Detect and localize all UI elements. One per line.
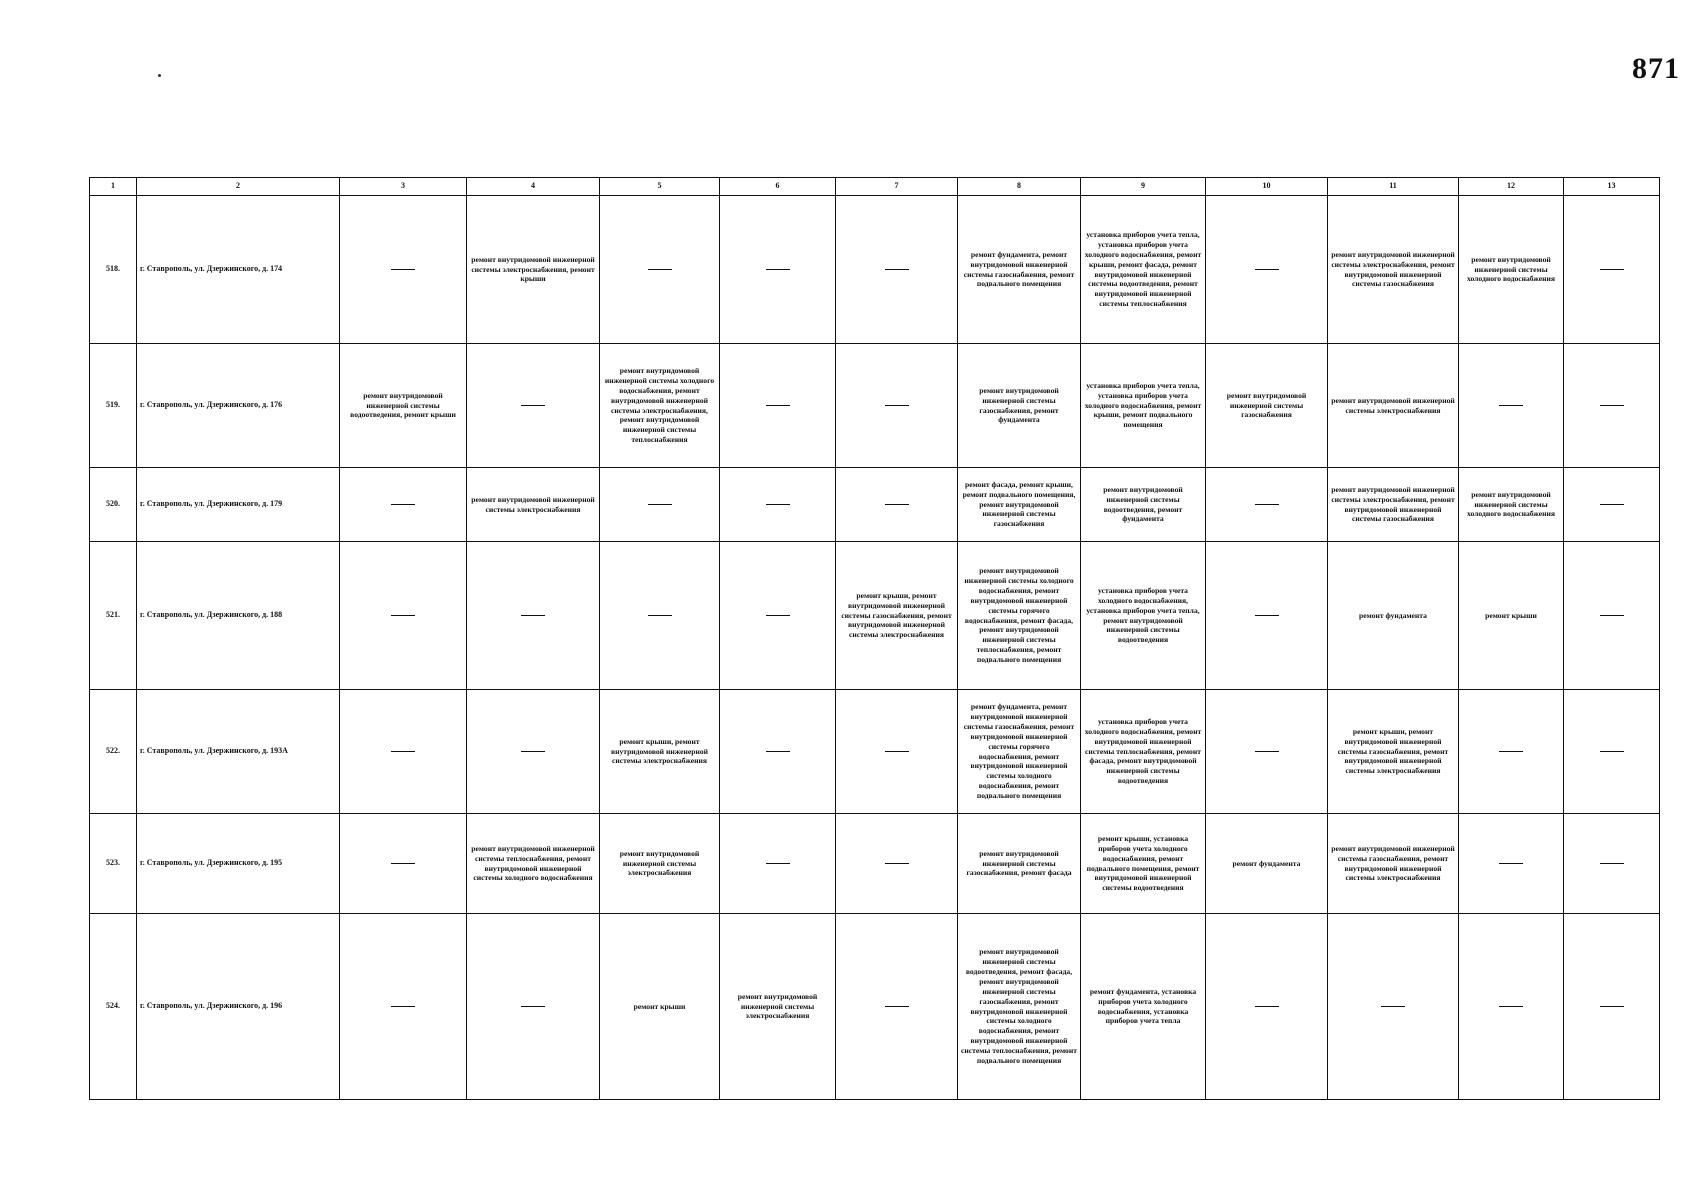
empty-cell-col-13 xyxy=(1564,468,1660,542)
dash-mark xyxy=(766,504,790,505)
address-cell: г. Ставрополь, ул. Дзержинского, д. 174 xyxy=(137,196,340,344)
work-cell-col-7: ремонт крыши, ремонт внутридомовой инженерной системы газоснабжения, ремонт внутридомовой инженерной системы электроснабжения xyxy=(836,542,958,690)
empty-cell-col-10 xyxy=(1206,196,1328,344)
empty-cell-col-3 xyxy=(340,196,467,344)
dash-mark xyxy=(1255,751,1279,752)
work-cell-col-10: ремонт фундамента xyxy=(1206,814,1328,914)
row-number: 518. xyxy=(90,196,137,344)
work-cell-col-11: ремонт внутридомовой инженерной системы электроснабжения, ремонт внутридомовой инженерной системы газоснабжения xyxy=(1328,468,1459,542)
dash-mark xyxy=(766,863,790,864)
dash-mark xyxy=(391,1006,415,1007)
dash-mark xyxy=(1255,615,1279,616)
empty-cell-col-5 xyxy=(600,196,720,344)
dash-mark xyxy=(1255,1006,1279,1007)
table-row xyxy=(90,344,1660,468)
row-number: 523. xyxy=(90,814,137,914)
empty-cell-col-10 xyxy=(1206,468,1328,542)
dash-mark xyxy=(1600,863,1624,864)
work-cell-col-8: ремонт внутридомовой инженерной системы водоотведения, ремонт фасада, ремонт внутридомовой инженерной системы газоснабжения, ремонт внутридомовой инженерной системы холодного водоснабжения, ремонт внутридомовой инженерной системы теплоснабжения, ремонт подвального помещения xyxy=(958,914,1081,1100)
dash-mark xyxy=(391,615,415,616)
column-header-1: 1 xyxy=(90,178,137,196)
empty-cell-col-5 xyxy=(600,468,720,542)
dash-mark xyxy=(885,1006,909,1007)
dash-mark xyxy=(1499,863,1523,864)
dash-mark xyxy=(1600,751,1624,752)
empty-cell-col-7 xyxy=(836,914,958,1100)
page-number: 871 xyxy=(1632,52,1680,85)
dash-mark xyxy=(1381,1006,1405,1007)
work-cell-col-11: ремонт внутридомовой инженерной системы газоснабжения, ремонт внутридомовой инженерной системы электроснабжения xyxy=(1328,814,1459,914)
empty-cell-col-13 xyxy=(1564,344,1660,468)
address-cell: г. Ставрополь, ул. Дзержинского, д. 195 xyxy=(137,814,340,914)
column-header-5: 5 xyxy=(600,178,720,196)
work-cell-col-10: ремонт внутридомовой инженерной системы газоснабжения xyxy=(1206,344,1328,468)
dash-mark xyxy=(1499,1006,1523,1007)
empty-cell-col-3 xyxy=(340,468,467,542)
column-header-4: 4 xyxy=(467,178,600,196)
empty-cell-col-3 xyxy=(340,814,467,914)
empty-cell-col-6 xyxy=(720,468,836,542)
empty-cell-col-13 xyxy=(1564,814,1660,914)
address-cell: г. Ставрополь, ул. Дзержинского, д. 196 xyxy=(137,914,340,1100)
dash-mark xyxy=(648,504,672,505)
empty-cell-col-3 xyxy=(340,914,467,1100)
dash-mark xyxy=(391,504,415,505)
work-cell-col-8: ремонт фундамента, ремонт внутридомовой инженерной системы газоснабжения, ремонт подвального помещения xyxy=(958,196,1081,344)
work-cell-col-12: ремонт внутридомовой инженерной системы холодного водоснабжения xyxy=(1459,468,1564,542)
dash-mark xyxy=(885,269,909,270)
empty-cell-col-10 xyxy=(1206,914,1328,1100)
work-cell-col-3: ремонт внутридомовой инженерной системы водоотведения, ремонт крыши xyxy=(340,344,467,468)
dash-mark xyxy=(1499,405,1523,406)
empty-cell-col-13 xyxy=(1564,196,1660,344)
dash-mark xyxy=(1600,269,1624,270)
empty-cell-col-4 xyxy=(467,690,600,814)
work-cell-col-9: установка приборов учета тепла, установка приборов учета холодного водоснабжения, ремонт крыши, ремонт фасада, ремонт внутридомовой инженерной системы водоотведения, ремонт внутридомовой инженерной системы теплоснабжения xyxy=(1081,196,1206,344)
work-cell-col-8: ремонт внутридомовой инженерной системы газоснабжения, ремонт фундамента xyxy=(958,344,1081,468)
work-cell-col-9: ремонт внутридомовой инженерной системы водоотведения, ремонт фундамента xyxy=(1081,468,1206,542)
empty-cell-col-4 xyxy=(467,344,600,468)
empty-cell-col-3 xyxy=(340,690,467,814)
work-cell-col-4: ремонт внутридомовой инженерной системы электроснабжения, ремонт крыши xyxy=(467,196,600,344)
dash-mark xyxy=(885,405,909,406)
row-number: 519. xyxy=(90,344,137,468)
dash-mark xyxy=(1600,405,1624,406)
empty-cell-col-6 xyxy=(720,814,836,914)
column-header-13: 13 xyxy=(1564,178,1660,196)
empty-cell-col-6 xyxy=(720,542,836,690)
column-header-9: 9 xyxy=(1081,178,1206,196)
dash-mark xyxy=(521,1006,545,1007)
table-row xyxy=(90,914,1660,1100)
work-cell-col-11: ремонт фундамента xyxy=(1328,542,1459,690)
work-cell-col-8: ремонт фасада, ремонт крыши, ремонт подвального помещения, ремонт внутридомовой инженерной системы газоснабжения xyxy=(958,468,1081,542)
row-number: 520. xyxy=(90,468,137,542)
dash-mark xyxy=(391,751,415,752)
empty-cell-col-11 xyxy=(1328,914,1459,1100)
dash-mark xyxy=(391,269,415,270)
dash-mark xyxy=(885,751,909,752)
table-row xyxy=(90,814,1660,914)
column-header-12: 12 xyxy=(1459,178,1564,196)
dash-mark xyxy=(766,405,790,406)
work-cell-col-9: установка приборов учета холодного водоснабжения, установка приборов учета тепла, ремонт внутридомовой инженерной системы водоотведения xyxy=(1081,542,1206,690)
work-cell-col-9: установка приборов учета холодного водоснабжения, ремонт внутридомовой инженерной системы теплоснабжения, ремонт фасада, ремонт внутридомовой инженерной системы водоотведения xyxy=(1081,690,1206,814)
dash-mark xyxy=(391,863,415,864)
empty-cell-col-7 xyxy=(836,468,958,542)
dash-mark xyxy=(521,405,545,406)
work-cell-col-5: ремонт внутридомовой инженерной системы холодного водоснабжения, ремонт внутридомовой инженерной системы электроснабжения, ремонт внутридомовой инженерной системы теплоснабжения xyxy=(600,344,720,468)
column-header-3: 3 xyxy=(340,178,467,196)
column-header-6: 6 xyxy=(720,178,836,196)
empty-cell-col-3 xyxy=(340,542,467,690)
empty-cell-col-7 xyxy=(836,344,958,468)
work-cell-col-4: ремонт внутридомовой инженерной системы электроснабжения xyxy=(467,468,600,542)
work-cell-col-5: ремонт крыши, ремонт внутридомовой инженерной системы электроснабжения xyxy=(600,690,720,814)
work-cell-col-8: ремонт внутридомовой инженерной системы газоснабжения, ремонт фасада xyxy=(958,814,1081,914)
dash-mark xyxy=(521,615,545,616)
empty-cell-col-4 xyxy=(467,914,600,1100)
table-row xyxy=(90,196,1660,344)
empty-cell-col-12 xyxy=(1459,814,1564,914)
work-cell-col-11: ремонт внутридомовой инженерной системы электроснабжения, ремонт внутридомовой инженерной системы газоснабжения xyxy=(1328,196,1459,344)
empty-cell-col-4 xyxy=(467,542,600,690)
work-cell-col-9: ремонт фундамента, установка приборов учета холодного водоснабжения, установка приборов учета тепла xyxy=(1081,914,1206,1100)
column-number-row xyxy=(90,178,1660,196)
repair-schedule-table xyxy=(89,177,1660,1100)
column-header-7: 7 xyxy=(836,178,958,196)
empty-cell-col-10 xyxy=(1206,690,1328,814)
dash-mark xyxy=(648,269,672,270)
row-number: 524. xyxy=(90,914,137,1100)
empty-cell-col-13 xyxy=(1564,690,1660,814)
dash-mark xyxy=(1600,1006,1624,1007)
empty-cell-col-6 xyxy=(720,344,836,468)
row-number: 522. xyxy=(90,690,137,814)
work-cell-col-12: ремонт внутридомовой инженерной системы холодного водоснабжения xyxy=(1459,196,1564,344)
work-cell-col-4: ремонт внутридомовой инженерной системы теплоснабжения, ремонт внутридомовой инженерной системы холодного водоснабжения xyxy=(467,814,600,914)
work-cell-col-12: ремонт крыши xyxy=(1459,542,1564,690)
row-number: 521. xyxy=(90,542,137,690)
column-header-8: 8 xyxy=(958,178,1081,196)
address-cell: г. Ставрополь, ул. Дзержинского, д. 176 xyxy=(137,344,340,468)
empty-cell-col-7 xyxy=(836,814,958,914)
work-cell-col-9: установка приборов учета тепла, установка приборов учета холодного водоснабжения, ремонт крыши, ремонт подвального помещения xyxy=(1081,344,1206,468)
empty-cell-col-13 xyxy=(1564,542,1660,690)
dash-mark xyxy=(885,863,909,864)
dash-mark xyxy=(885,504,909,505)
table-row xyxy=(90,468,1660,542)
address-cell: г. Ставрополь, ул. Дзержинского, д. 188 xyxy=(137,542,340,690)
empty-cell-col-10 xyxy=(1206,542,1328,690)
table-row xyxy=(90,542,1660,690)
empty-cell-col-13 xyxy=(1564,914,1660,1100)
work-cell-col-9: ремонт крыши, установка приборов учета холодного водоснабжения, ремонт подвального помещения, ремонт внутридомовой инженерной системы водоотведения xyxy=(1081,814,1206,914)
empty-cell-col-6 xyxy=(720,196,836,344)
empty-cell-col-5 xyxy=(600,542,720,690)
dash-mark xyxy=(766,269,790,270)
address-cell: г. Ставрополь, ул. Дзержинского, д. 179 xyxy=(137,468,340,542)
column-header-2: 2 xyxy=(137,178,340,196)
empty-cell-col-12 xyxy=(1459,344,1564,468)
work-cell-col-8: ремонт фундамента, ремонт внутридомовой инженерной системы газоснабжения, ремонт внутридомовой инженерной системы горячего водоснабжения, ремонт внутридомовой инженерной системы холодного водоснабжения, ремонт подвального помещения xyxy=(958,690,1081,814)
work-cell-col-6: ремонт внутридомовой инженерной системы электроснабжения xyxy=(720,914,836,1100)
work-cell-col-8: ремонт внутридомовой инженерной системы холодного водоснабжения, ремонт внутридомовой инженерной системы горячего водоснабжения, ремонт фасада, ремонт внутридомовой инженерной системы теплоснабжения, ремонт подвального помещения xyxy=(958,542,1081,690)
dash-mark xyxy=(766,615,790,616)
table-row xyxy=(90,690,1660,814)
column-header-11: 11 xyxy=(1328,178,1459,196)
dash-mark xyxy=(766,751,790,752)
empty-cell-col-12 xyxy=(1459,690,1564,814)
dash-mark xyxy=(1255,504,1279,505)
empty-cell-col-12 xyxy=(1459,914,1564,1100)
work-cell-col-5: ремонт крыши xyxy=(600,914,720,1100)
work-cell-col-11: ремонт крыши, ремонт внутридомовой инженерной системы газоснабжения, ремонт внутридомовой инженерной системы электроснабжения xyxy=(1328,690,1459,814)
empty-cell-col-7 xyxy=(836,196,958,344)
empty-cell-col-7 xyxy=(836,690,958,814)
dash-mark xyxy=(521,751,545,752)
dash-mark xyxy=(1255,269,1279,270)
column-header-10: 10 xyxy=(1206,178,1328,196)
address-cell: г. Ставрополь, ул. Дзержинского, д. 193А xyxy=(137,690,340,814)
dash-mark xyxy=(1600,615,1624,616)
dash-mark xyxy=(1600,504,1624,505)
work-cell-col-5: ремонт внутридомовой инженерной системы электроснабжения xyxy=(600,814,720,914)
dash-mark xyxy=(1499,751,1523,752)
empty-cell-col-6 xyxy=(720,690,836,814)
dash-mark xyxy=(648,615,672,616)
work-cell-col-11: ремонт внутридомовой инженерной системы электроснабжения xyxy=(1328,344,1459,468)
scan-speck xyxy=(158,74,161,77)
